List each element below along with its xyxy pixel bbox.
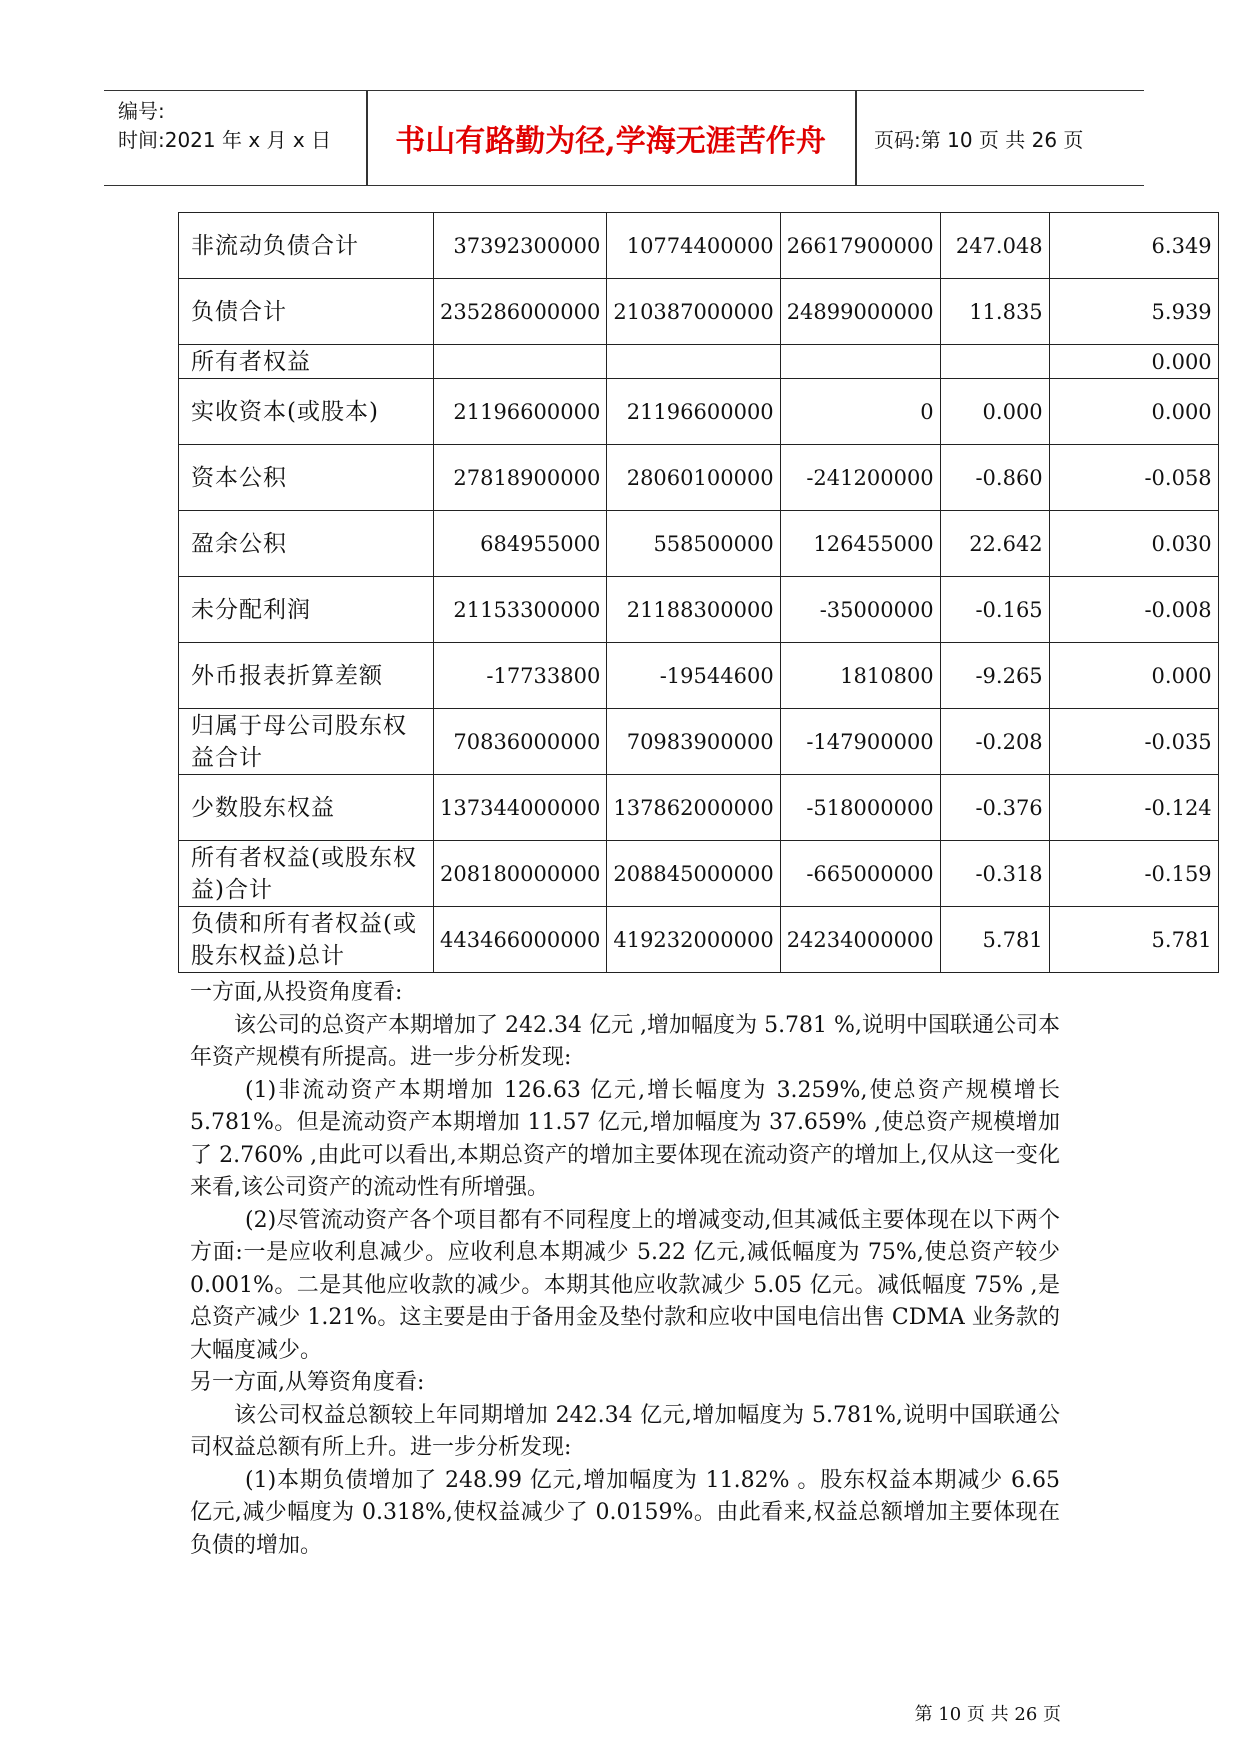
row-label: 所有者权益(或股东权益)合计 [179, 841, 434, 907]
cell-change: 24899000000 [780, 279, 940, 345]
cell-current: 684955000 [434, 511, 607, 577]
table-row [179, 841, 1219, 907]
cell-change-rate: -0.165 [940, 577, 1049, 643]
cell-change: -35000000 [780, 577, 940, 643]
analysis-text [190, 977, 1060, 1562]
table-row [179, 709, 1219, 775]
cell-previous [607, 345, 780, 379]
cell-structure-change: 0.030 [1049, 511, 1218, 577]
cell-change-rate: 0.000 [940, 379, 1049, 445]
cell-previous: 208845000000 [607, 841, 780, 907]
row-label: 非流动负债合计 [179, 213, 434, 279]
cell-change: -147900000 [780, 709, 940, 775]
paragraph: (2)尽管流动资产各个项目都有不同程度上的增减变动,但其减低主要体现在以下两个方面:一是应收利息减少。应收利息本期减少 5.22 亿元,减低幅度为 75%,使总资产较少 0.001%。二是其他应收款的减少。本期其他应收款减少 5.05 亿元。减低幅度 75% ,是总资产减少 1.21%。这主要是由于备用金及垫付款和应收中国电信出售 CDMA 业务款的大幅度减少。 [190, 1207, 1060, 1363]
row-label: 实收资本(或股本) [179, 379, 434, 445]
cell-current: 137344000000 [434, 775, 607, 841]
cell-structure-change: -0.124 [1049, 775, 1218, 841]
cell-structure-change: -0.058 [1049, 445, 1218, 511]
cell-current: 443466000000 [434, 907, 607, 973]
cell-previous: 10774400000 [607, 213, 780, 279]
cell-change-rate: 11.835 [940, 279, 1049, 345]
row-label: 少数股东权益 [179, 775, 434, 841]
time-label: 时间:2021 年 x 月 x 日 [118, 128, 332, 152]
cell-current: 37392300000 [434, 213, 607, 279]
table-row [179, 775, 1219, 841]
cell-structure-change: 0.000 [1049, 379, 1218, 445]
cell-structure-change: 0.000 [1049, 643, 1218, 709]
number-label: 编号: [118, 99, 165, 123]
table-row [179, 379, 1219, 445]
header-meta [118, 91, 368, 185]
cell-structure-change: -0.035 [1049, 709, 1218, 775]
cell-previous: 70983900000 [607, 709, 780, 775]
cell-change-rate [940, 345, 1049, 379]
cell-current: 21196600000 [434, 379, 607, 445]
cell-previous: 21196600000 [607, 379, 780, 445]
table-row [179, 445, 1219, 511]
row-label: 盈余公积 [179, 511, 434, 577]
page-header [104, 90, 1144, 186]
paragraph: (1)非流动资产本期增加 126.63 亿元,增长幅度为 3.259%,使总资产规模增长 5.781%。但是流动资产本期增加 11.57 亿元,增加幅度为 37.659% ,使总资产规模增加了 2.760% ,由此可以看出,本期总资产的增加主要体现在流动资产的增加上,仅从这一变化来看,该公司资产的流动性有所增强。 [190, 1077, 1060, 1200]
cell-previous: 137862000000 [607, 775, 780, 841]
cell-change-rate: -0.208 [940, 709, 1049, 775]
cell-structure-change: 5.939 [1049, 279, 1218, 345]
table-row [179, 643, 1219, 709]
balance-sheet-table [178, 212, 1219, 973]
cell-previous: -19544600 [607, 643, 780, 709]
cell-previous: 558500000 [607, 511, 780, 577]
cell-change: 1810800 [780, 643, 940, 709]
cell-change: -665000000 [780, 841, 940, 907]
table-row [179, 511, 1219, 577]
cell-structure-change: 0.000 [1049, 345, 1218, 379]
row-label: 所有者权益 [179, 345, 434, 379]
row-label: 未分配利润 [179, 577, 434, 643]
cell-change-rate: -9.265 [940, 643, 1049, 709]
table-row [179, 279, 1219, 345]
cell-change [780, 345, 940, 379]
cell-change: -241200000 [780, 445, 940, 511]
cell-previous: 210387000000 [607, 279, 780, 345]
paragraph: (1)本期负债增加了 248.99 亿元,增加幅度为 11.82% 。股东权益本期减少 6.65 亿元,减少幅度为 0.318%,使权益减少了 0.0159%。由此看来,权益总额增加主要体现在负债的增加。 [190, 1467, 1060, 1558]
paragraph: 该公司的总资产本期增加了 242.34 亿元 ,增加幅度为 5.781 %,说明中国联通公司本年资产规模有所提高。进一步分析发现: [190, 1012, 1060, 1070]
cell-change: 0 [780, 379, 940, 445]
row-label: 负债和所有者权益(或股东权益)总计 [179, 907, 434, 973]
table-row [179, 577, 1219, 643]
header-divider [855, 91, 857, 185]
cell-change-rate: 5.781 [940, 907, 1049, 973]
cell-change-rate: -0.376 [940, 775, 1049, 841]
cell-current: 21153300000 [434, 577, 607, 643]
cell-current: 235286000000 [434, 279, 607, 345]
cell-current: -17733800 [434, 643, 607, 709]
cell-change: -518000000 [780, 775, 940, 841]
row-label: 负债合计 [179, 279, 434, 345]
cell-current: 208180000000 [434, 841, 607, 907]
row-label: 归属于母公司股东权益合计 [179, 709, 434, 775]
paragraph: 该公司权益总额较上年同期增加 242.34 亿元,增加幅度为 5.781%,说明中国联通公司权益总额有所上升。进一步分析发现: [190, 1402, 1060, 1460]
cell-change: 126455000 [780, 511, 940, 577]
cell-change-rate: -0.318 [940, 841, 1049, 907]
cell-structure-change: -0.008 [1049, 577, 1218, 643]
cell-current: 27818900000 [434, 445, 607, 511]
row-label: 资本公积 [179, 445, 434, 511]
paragraph: 另一方面,从筹资角度看: [190, 1370, 425, 1395]
row-label: 外币报表折算差额 [179, 643, 434, 709]
cell-change-rate: 22.642 [940, 511, 1049, 577]
cell-structure-change: 6.349 [1049, 213, 1218, 279]
cell-change-rate: -0.860 [940, 445, 1049, 511]
cell-current: 70836000000 [434, 709, 607, 775]
cell-previous: 28060100000 [607, 445, 780, 511]
cell-previous: 419232000000 [607, 907, 780, 973]
table-row [179, 907, 1219, 973]
table-row [179, 213, 1219, 279]
cell-change: 26617900000 [780, 213, 940, 279]
cell-change-rate: 247.048 [940, 213, 1049, 279]
cell-structure-change: -0.159 [1049, 841, 1218, 907]
header-page-code: 页码:第 10 页 共 26 页 [874, 127, 1084, 152]
cell-previous: 21188300000 [607, 577, 780, 643]
page-footer: 第 10 页 共 26 页 [914, 1704, 1061, 1725]
paragraph: 一方面,从投资角度看: [190, 980, 403, 1005]
table-row [179, 345, 1219, 379]
cell-structure-change: 5.781 [1049, 907, 1218, 973]
cell-change: 24234000000 [780, 907, 940, 973]
header-motto: 书山有路勤为径,学海无涯苦作舟 [395, 124, 826, 159]
cell-current [434, 345, 607, 379]
